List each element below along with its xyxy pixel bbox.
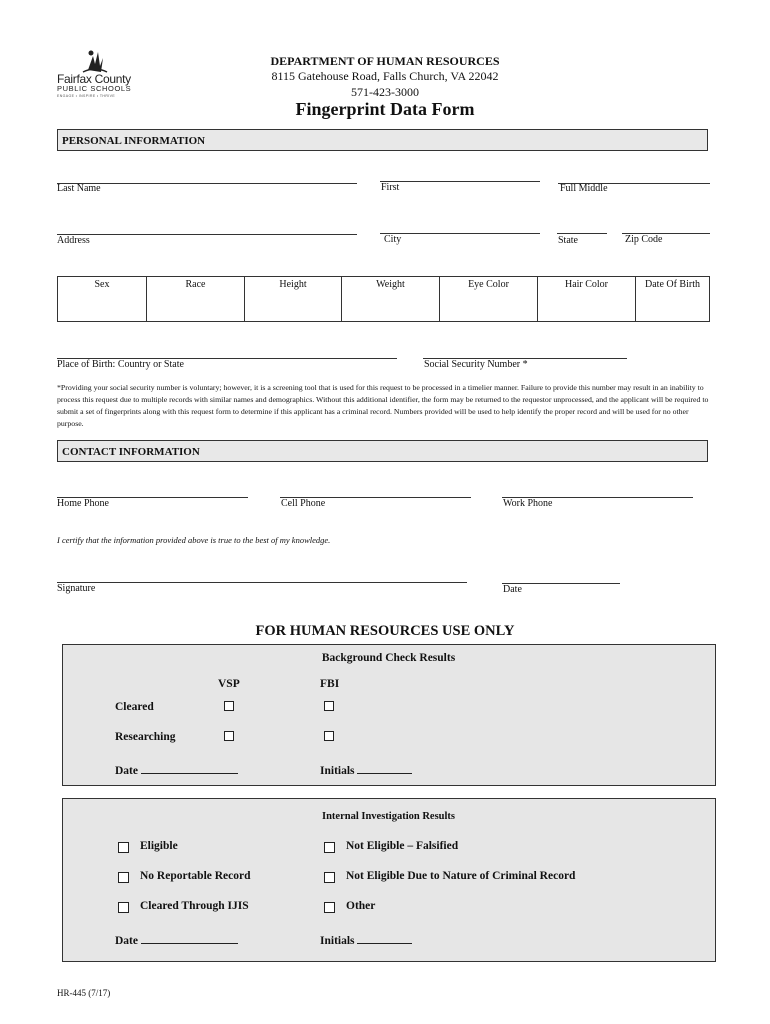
fbi-researching-checkbox[interactable]: [324, 731, 334, 741]
state-field[interactable]: [557, 233, 607, 234]
internal-investigation-panel: [62, 798, 716, 962]
ii-initials-field[interactable]: [357, 932, 412, 944]
signature-label: Signature: [57, 583, 96, 594]
not-eligible-criminal-checkbox[interactable]: [324, 872, 335, 883]
internal-investigation-heading: Internal Investigation Results: [321, 811, 455, 822]
bg-date-text: Date: [115, 765, 138, 777]
place-of-birth-label: Place of Birth: Country or State: [57, 359, 184, 370]
other-label: Other: [346, 900, 376, 912]
hair-color-cell[interactable]: Hair Color: [538, 277, 636, 322]
zip-label: Zip Code: [625, 234, 663, 245]
middle-name-label: Full Middle: [560, 183, 608, 194]
signature-date-label: Date: [503, 584, 522, 595]
department-phone: 571-423-3000: [351, 85, 419, 99]
weight-cell[interactable]: Weight: [342, 277, 440, 322]
state-label: State: [558, 235, 578, 246]
certification-statement: I certify that the information provided above is true to the best of my knowledge.: [57, 535, 331, 545]
race-cell[interactable]: Race: [147, 277, 245, 322]
cleared-ijis-label: Cleared Through IJIS: [140, 900, 249, 912]
height-cell[interactable]: Height: [245, 277, 342, 322]
not-eligible-falsified-label: Not Eligible – Falsified: [346, 840, 459, 852]
ssn-disclaimer: *Providing your social security number is voluntary; however, it is a screening tool that is used for this request to be processed in a timelier manner. Failure to provide this number may result in an inability to process this request due to multiple records with similar names and demographics. Without this additional identifier, the form may be returned to the requestor unprocessed, and the applicant will be required to submit a set of fingerprints along with this request form to determine if this applicant has a criminal record. Numbers provided will be used to help identify the proper record and will be used for no other purpose.: [57, 383, 709, 428]
eligible-checkbox[interactable]: [118, 842, 129, 853]
fbi-column-label: FBI: [320, 678, 340, 690]
city-label: City: [384, 234, 402, 245]
ii-date-text: Date: [115, 935, 138, 947]
other-checkbox[interactable]: [324, 902, 335, 913]
home-phone-label: Home Phone: [57, 498, 109, 509]
first-name-label: First: [381, 182, 400, 193]
ii-initials-label: [320, 932, 412, 947]
ii-initials-text: Initials: [320, 935, 355, 947]
vsp-cleared-checkbox[interactable]: [224, 701, 234, 711]
vsp-researching-checkbox[interactable]: [224, 731, 234, 741]
department-address: 8115 Gatehouse Road, Falls Church, VA 22042: [271, 69, 499, 83]
logo-tagline: ENGAGE • INSPIRE • THRIVE: [57, 94, 116, 98]
ii-date-field[interactable]: [141, 932, 238, 944]
cleared-row-label: Cleared: [115, 701, 154, 713]
contact-info-heading: CONTACT INFORMATION: [57, 440, 708, 462]
not-eligible-criminal-label: Not Eligible Due to Nature of Criminal Record: [346, 870, 576, 882]
form-code: HR-445 (7/17): [57, 988, 111, 998]
personal-info-heading: PERSONAL INFORMATION: [57, 129, 708, 151]
last-name-field[interactable]: [57, 183, 357, 184]
hr-use-only-title: FOR HUMAN RESOURCES USE ONLY: [255, 623, 515, 639]
address-field[interactable]: [57, 234, 357, 235]
background-check-panel: [62, 644, 716, 786]
first-name-field[interactable]: [380, 181, 540, 182]
dob-cell[interactable]: Date Of Birth: [636, 277, 710, 322]
cleared-ijis-checkbox[interactable]: [118, 902, 129, 913]
address-label: Address: [57, 235, 90, 246]
department-name: DEPARTMENT OF HUMAN RESOURCES: [270, 54, 500, 68]
work-phone-label: Work Phone: [503, 498, 553, 509]
background-check-heading: Background Check Results: [321, 652, 456, 664]
logo-name: Fairfax County: [57, 72, 131, 86]
sex-cell[interactable]: Sex: [58, 277, 147, 322]
page-title: Fingerprint Data Form: [295, 99, 475, 119]
eye-color-cell[interactable]: Eye Color: [440, 277, 538, 322]
bg-initials-field[interactable]: [357, 762, 412, 774]
demographics-table: [57, 276, 710, 322]
bg-initials-text: Initials: [320, 765, 355, 777]
bg-date-label: [115, 762, 238, 777]
vsp-column-label: VSP: [218, 678, 240, 690]
cell-phone-label: Cell Phone: [281, 498, 326, 509]
eligible-label: Eligible: [140, 840, 178, 852]
no-reportable-record-label: No Reportable Record: [140, 870, 251, 882]
last-name-label: Last Name: [57, 183, 101, 194]
no-reportable-record-checkbox[interactable]: [118, 872, 129, 883]
ii-date-label: [115, 932, 238, 947]
bg-initials-label: [320, 762, 412, 777]
signature-field[interactable]: [57, 582, 467, 583]
bg-date-field[interactable]: [141, 762, 238, 774]
ssn-label: Social Security Number *: [424, 359, 528, 370]
logo-subname: PUBLIC SCHOOLS: [57, 84, 132, 93]
fbi-cleared-checkbox[interactable]: [324, 701, 334, 711]
city-field[interactable]: [380, 233, 540, 234]
not-eligible-falsified-checkbox[interactable]: [324, 842, 335, 853]
researching-row-label: Researching: [115, 731, 176, 743]
